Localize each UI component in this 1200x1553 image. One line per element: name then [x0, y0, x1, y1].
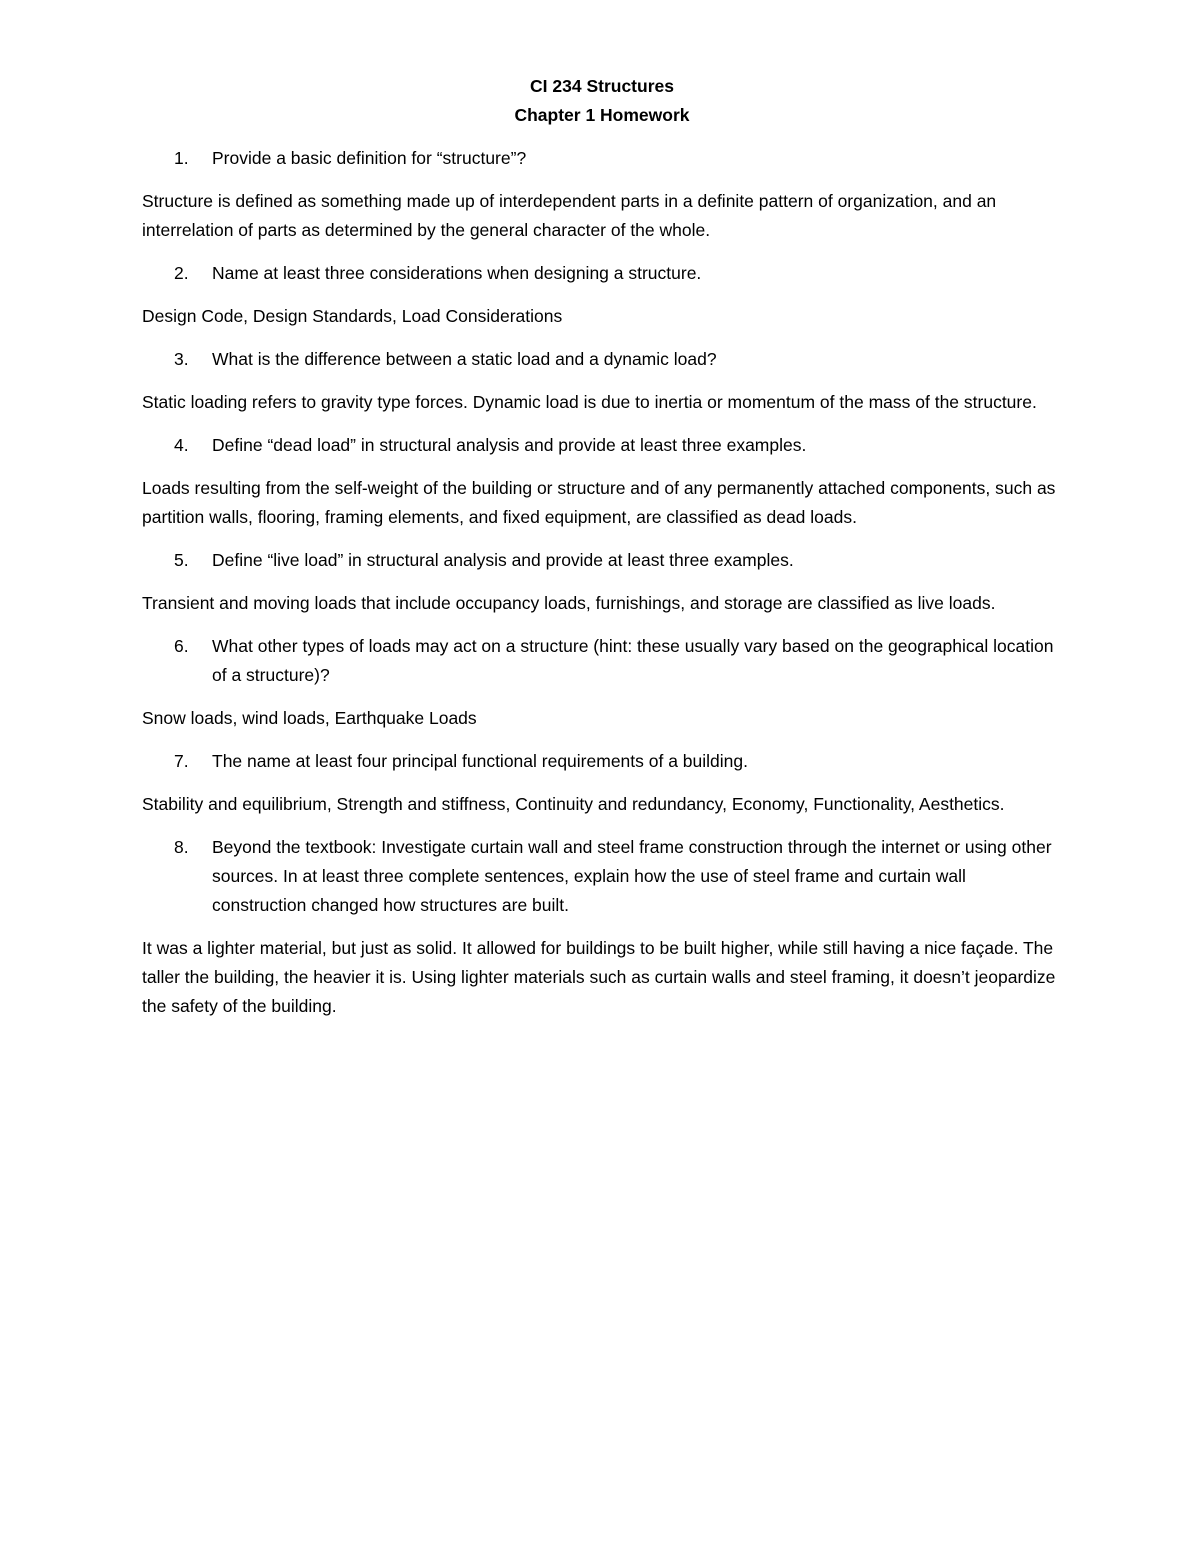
- question-text: The name at least four principal functional requirements of a building.: [212, 751, 748, 771]
- document-page: [142, 72, 1062, 1035]
- answer-6: Snow loads, wind loads, Earthquake Loads: [142, 708, 477, 728]
- answer-1: Structure is defined as something made up of interdependent parts in a definite pattern of organization, and an interrelation of parts as determined by the general character of the whole.: [142, 191, 997, 240]
- question-text: What other types of loads may act on a structure (hint: these usually vary based on the geographical location of a structure)?: [212, 636, 1054, 685]
- question-4: [142, 431, 1062, 460]
- question-number: 8.: [174, 837, 189, 857]
- question-text: Provide a basic definition for “structure”?: [212, 148, 527, 168]
- question-2: [142, 259, 1062, 288]
- answer-8: It was a lighter material, but just as solid. It allowed for buildings to be built higher, while still having a nice façade. The taller the building, the heavier it is. Using lighter materials such as curtain walls and steel framing, it doesn’t jeopardize the safety of the building.: [142, 938, 1056, 1016]
- question-text: Name at least three considerations when designing a structure.: [212, 263, 702, 283]
- question-1: [142, 144, 1062, 173]
- answer-3: Static loading refers to gravity type forces. Dynamic load is due to inertia or momentum of the mass of the structure.: [142, 392, 1037, 412]
- answer-4: Loads resulting from the self-weight of the building or structure and of any permanently attached components, such as partition walls, flooring, framing elements, and fixed equipment, are classified as dead loads.: [142, 478, 1056, 527]
- question-text: Beyond the textbook: Investigate curtain wall and steel frame construction through the internet or using other sources. In at least three complete sentences, explain how the use of steel frame and curtain wall construction changed how structures are built.: [212, 837, 1052, 915]
- answer-5: Transient and moving loads that include occupancy loads, furnishings, and storage are classified as live loads.: [142, 593, 996, 613]
- answer-7: Stability and equilibrium, Strength and stiffness, Continuity and redundancy, Economy, Functionality, Aesthetics.: [142, 794, 1005, 814]
- chapter-title: Chapter 1 Homework: [514, 105, 690, 125]
- question-number: 4.: [174, 435, 189, 455]
- question-number: 1.: [174, 148, 189, 168]
- question-number: 3.: [174, 349, 189, 369]
- question-number: 6.: [174, 636, 189, 656]
- question-number: 5.: [174, 550, 189, 570]
- question-text: What is the difference between a static load and a dynamic load?: [212, 349, 717, 369]
- question-6: [142, 632, 1062, 690]
- question-8: [142, 833, 1062, 920]
- question-number: 2.: [174, 263, 189, 283]
- course-title: CI 234 Structures: [530, 76, 674, 96]
- question-5: [142, 546, 1062, 575]
- question-7: [142, 747, 1062, 776]
- question-text: Define “live load” in structural analysis and provide at least three examples.: [212, 550, 794, 570]
- answer-2: Design Code, Design Standards, Load Considerations: [142, 306, 563, 326]
- question-3: [142, 345, 1062, 374]
- question-text: Define “dead load” in structural analysis and provide at least three examples.: [212, 435, 807, 455]
- question-number: 7.: [174, 751, 189, 771]
